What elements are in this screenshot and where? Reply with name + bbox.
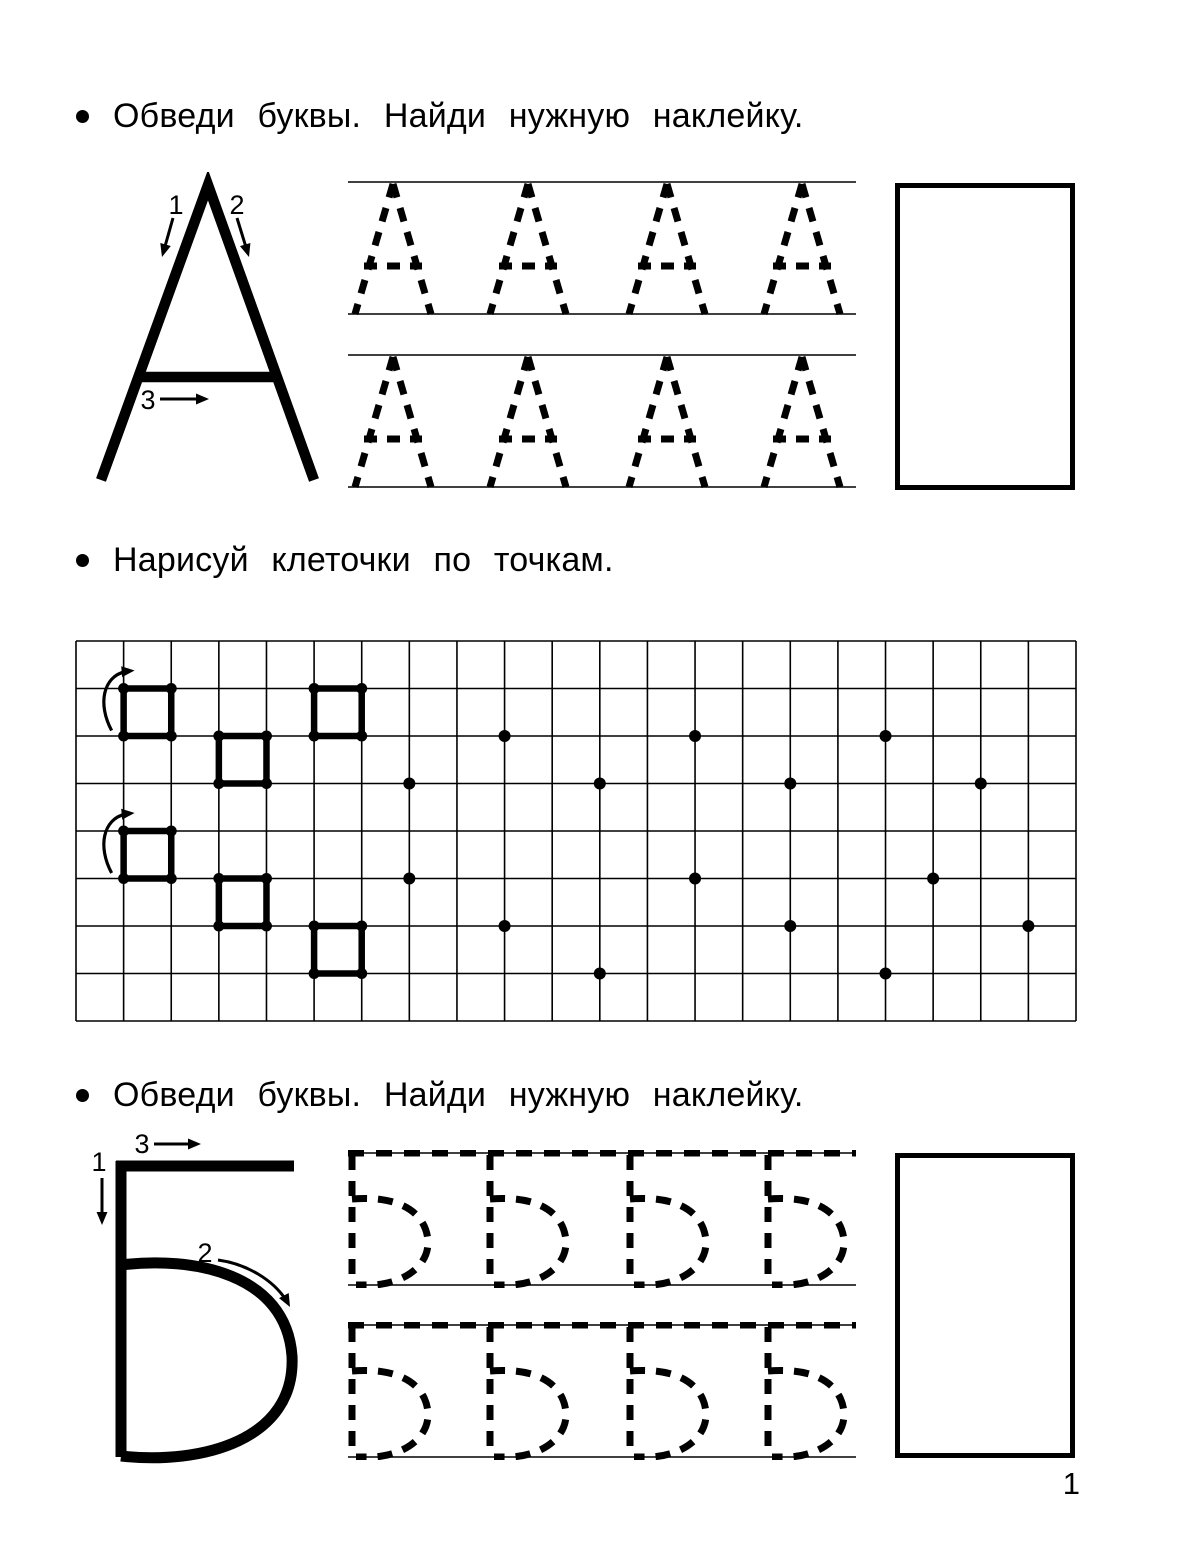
page-number: 1 xyxy=(1062,1466,1080,1501)
trace-row-b-1[interactable] xyxy=(346,1150,858,1288)
instruction-trace-b xyxy=(76,1076,804,1115)
stroke-label-3: 3 xyxy=(140,385,156,415)
instruction-trace-a-text: Обведи буквы. Найди нужную наклейку. xyxy=(113,97,804,135)
trace-row-a-1[interactable] xyxy=(346,179,858,317)
stroke-label-3: 3 xyxy=(134,1129,150,1159)
bullet-icon xyxy=(76,554,89,567)
dot-grid[interactable] xyxy=(75,640,1077,1022)
instruction-grid-text: Нарисуй клеточки по точкам. xyxy=(113,541,614,579)
letter-b-stroke-diagram xyxy=(80,1128,320,1478)
bullet-icon xyxy=(76,110,89,123)
sticker-box-b[interactable] xyxy=(895,1153,1075,1458)
trace-row-b-2[interactable] xyxy=(346,1322,858,1460)
instruction-trace-b-text: Обведи буквы. Найди нужную наклейку. xyxy=(113,1076,804,1114)
instruction-trace-a xyxy=(76,97,804,136)
stroke-label-2: 2 xyxy=(229,190,245,220)
letter-a-stroke-diagram xyxy=(85,172,335,497)
stroke-label-1: 1 xyxy=(91,1147,107,1177)
stroke-label-2: 2 xyxy=(197,1238,213,1268)
sticker-box-a[interactable] xyxy=(895,183,1075,490)
trace-row-a-2[interactable] xyxy=(346,352,858,490)
bullet-icon xyxy=(76,1089,89,1102)
instruction-grid xyxy=(76,541,614,580)
stroke-label-1: 1 xyxy=(168,190,184,220)
